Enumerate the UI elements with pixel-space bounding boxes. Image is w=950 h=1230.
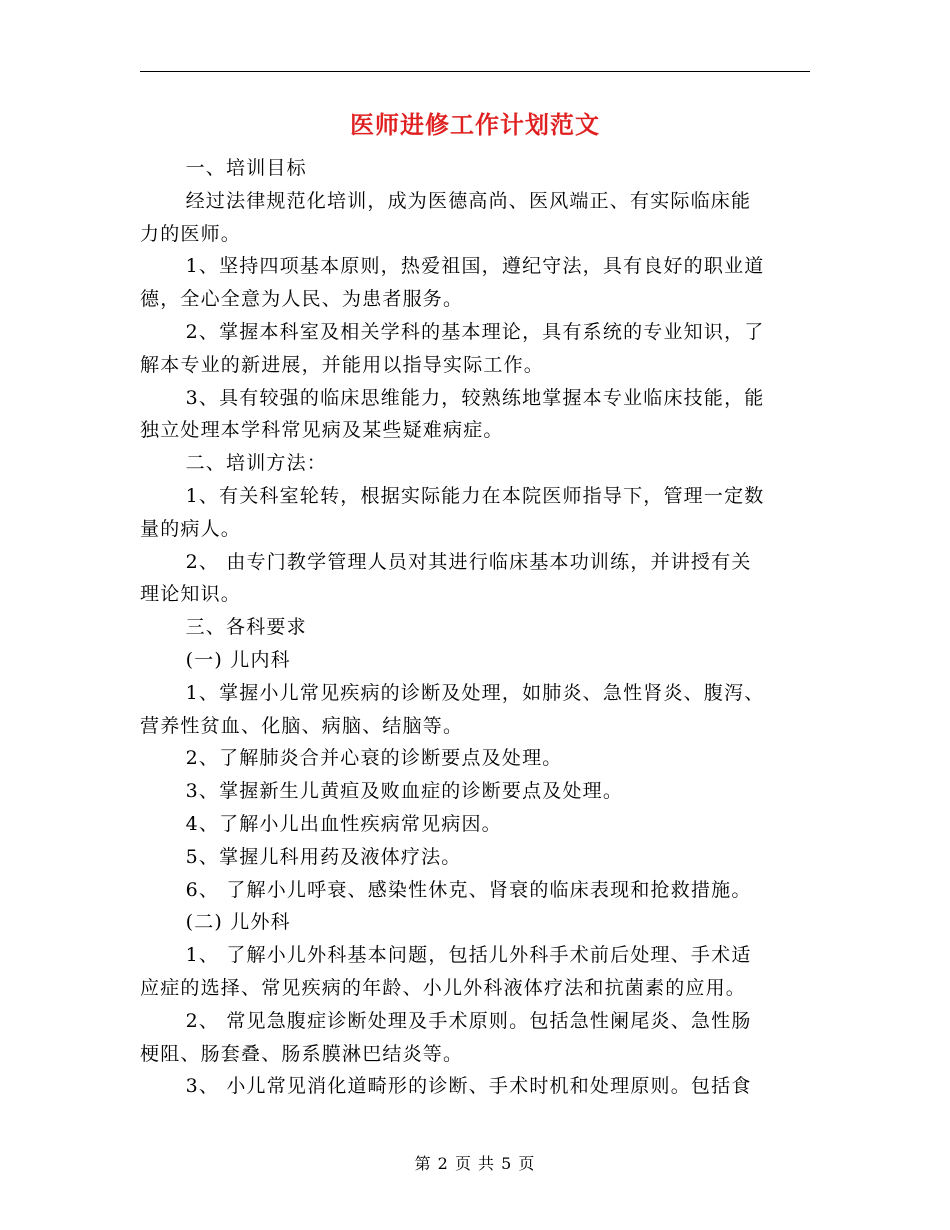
paragraph-line: 三、各科要求 <box>185 616 307 639</box>
paragraph-line: 3、 小儿常见消化道畸形的诊断、手术时机和处理原则。包括食 <box>185 1075 752 1098</box>
paragraph-line: 解本专业的新进展，并能用以指导实际工作。 <box>140 353 545 376</box>
paragraph-line: 营养性贫血、化脑、病脑、结脑等。 <box>140 714 464 737</box>
paragraph-line: 力的医师。 <box>140 222 242 245</box>
paragraph-line: 梗阻、肠套叠、肠系膜淋巴结炎等。 <box>140 1042 464 1065</box>
paragraph-line: 2、了解肺炎合并心衰的诊断要点及处理。 <box>185 747 563 770</box>
paragraph-line: 独立处理本学科常见病及某些疑难病症。 <box>140 419 504 442</box>
paragraph-line: 应症的选择、常见疾病的年龄、小儿外科液体疗法和抗菌素的应用。 <box>140 976 747 999</box>
document-body <box>140 152 810 1103</box>
paragraph-line: 量的病人。 <box>140 517 242 540</box>
paragraph-line: 5、掌握儿科用药及液体疗法。 <box>185 845 462 868</box>
paragraph-line: 理论知识。 <box>140 583 242 606</box>
paragraph-line: 1、有关科室轮转，根据实际能力在本院医师指导下，管理一定数 <box>185 484 765 507</box>
page-footer: 第 2 页 共 5 页 <box>414 1154 536 1173</box>
paragraph-line: 二、培训方法： <box>185 452 327 475</box>
paragraph-line: 3、掌握新生儿黄疸及败血症的诊断要点及处理。 <box>185 780 624 803</box>
paragraph-line: 2、掌握本科室及相关学科的基本理论，具有系统的专业知识，了 <box>185 320 765 343</box>
paragraph-line: 2、 常见急腹症诊断处理及手术原则。包括急性阑尾炎、急性肠 <box>185 1009 752 1032</box>
paragraph-line: 经过法律规范化培训，成为医德高尚、医风端正、有实际临床能 <box>185 189 752 212</box>
paragraph-line: 德，全心全意为人民、为患者服务。 <box>140 288 464 311</box>
paragraph-line: 一、培训目标 <box>185 157 307 179</box>
header-rule <box>140 71 810 72</box>
paragraph-line: 1、 了解小儿外科基本问题，包括儿外科手术前后处理、手术适 <box>185 944 752 967</box>
paragraph-line: 4、了解小儿出血性疾病常见病因。 <box>185 812 502 835</box>
paragraph-line: (二) 儿外科 <box>185 911 291 934</box>
paragraph-line: 3、具有较强的临床思维能力，较熟练地掌握本专业临床技能，能 <box>185 386 765 409</box>
paragraph-line: 2、 由专门教学管理人员对其进行临床基本功训练，并讲授有关 <box>185 550 752 573</box>
paragraph-line: (一) 儿内科 <box>185 648 291 671</box>
paragraph-line: 6、 了解小儿呼衰、感染性休克、肾衰的临床表现和抢救措施。 <box>185 878 752 901</box>
document-title: 医师进修工作计划范文 <box>350 111 600 139</box>
paragraph-line: 1、掌握小儿常见疾病的诊断及处理，如肺炎、急性肾炎、腹泻、 <box>185 681 765 704</box>
paragraph-line: 1、坚持四项基本原则，热爱祖国，遵纪守法，具有良好的职业道 <box>185 255 765 278</box>
